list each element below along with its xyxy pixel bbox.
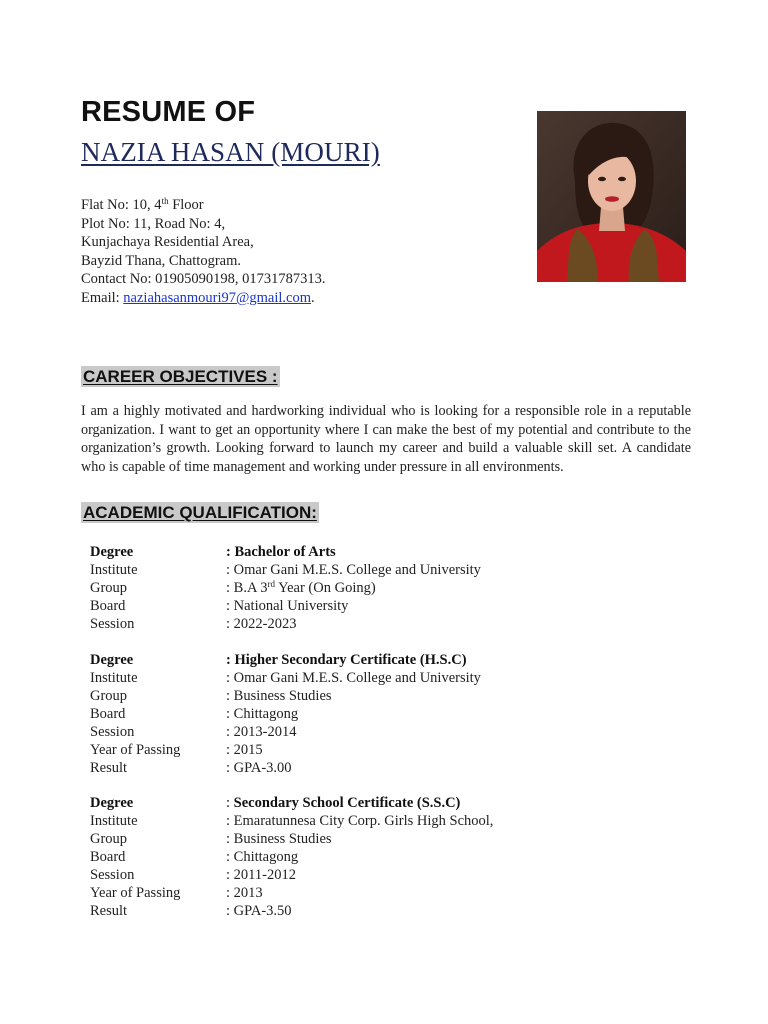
qualification-group-row: Group : Business Studies bbox=[90, 831, 332, 847]
degree-value: : Higher Secondary Certificate (H.S.C) bbox=[226, 652, 467, 668]
profile-photo bbox=[537, 111, 686, 282]
qualification-group-row: Group : B.A 3rd Year (On Going) bbox=[90, 579, 376, 596]
qualification-group-row: Group : Business Studies bbox=[90, 688, 332, 704]
academic-qualification-heading: ACADEMIC QUALIFICATION: bbox=[83, 503, 317, 522]
qualification-bachelor bbox=[90, 543, 650, 633]
qualification-institute-row: Institute : Omar Gani M.E.S. College and University bbox=[90, 670, 481, 686]
qualification-session-row: Session : 2022-2023 bbox=[90, 616, 297, 632]
contact-number: Contact No: 01905090198, 01731787313. bbox=[81, 271, 326, 288]
qualification-degree-row bbox=[90, 543, 650, 561]
qualification-institute-row: Institute : Omar Gani M.E.S. College and University bbox=[90, 562, 481, 578]
qualification-degree-row bbox=[90, 651, 650, 669]
degree-label: Degree bbox=[90, 795, 134, 811]
qualification-institute-row: Institute : Emaratunnesa City Corp. Girls High School, bbox=[90, 813, 494, 829]
address-line-area: Kunjachaya Residential Area, bbox=[81, 234, 254, 251]
qualification-passing-row: Year of Passing : 2013 bbox=[90, 885, 263, 901]
qualification-passing-row: Year of Passing : 2015 bbox=[90, 742, 263, 758]
degree-value: : Secondary School Certificate (S.S.C) bbox=[226, 795, 461, 811]
qualification-degree-row bbox=[90, 794, 650, 812]
qualification-board-row: Board : Chittagong bbox=[90, 849, 299, 865]
qualification-hsc bbox=[90, 651, 650, 777]
qualification-session-row: Session : 2011-2012 bbox=[90, 867, 296, 883]
resume-title: RESUME OF bbox=[81, 96, 256, 128]
qualification-board-row: Board : Chittagong bbox=[90, 706, 299, 722]
qualification-result-row: Result : GPA-3.50 bbox=[90, 903, 292, 919]
qualification-session-row: Session : 2013-2014 bbox=[90, 724, 297, 740]
candidate-name: NAZIA HASAN (MOURI) bbox=[81, 137, 380, 167]
email-line: Email: naziahasanmouri97@gmail.com. bbox=[81, 289, 315, 306]
career-objectives-heading: CAREER OBJECTIVES : bbox=[83, 367, 278, 386]
qualification-result-row: Result : GPA-3.00 bbox=[90, 760, 292, 776]
qualification-ssc bbox=[90, 794, 650, 920]
degree-value: : Bachelor of Arts bbox=[226, 544, 336, 560]
address-line-flat: Flat No: 10, 4th Floor bbox=[81, 196, 204, 213]
email-link[interactable]: naziahasanmouri97@gmail.com bbox=[123, 289, 311, 306]
career-objective-text: I am a highly motivated and hardworking individual who is looking for a responsible role in a reputable organization. I want to get an opportunity where I can make the best of my potential and contribute to the organization’s growth. Looking forward to launch my career and build a valuable skill set. A candidate who is capable of time management and working under pressure in all environments. bbox=[81, 403, 691, 475]
address-line-thana: Bayzid Thana, Chattogram. bbox=[81, 252, 241, 269]
contact-address-block bbox=[81, 196, 325, 308]
degree-label: Degree bbox=[90, 544, 134, 560]
address-line-plot: Plot No: 11, Road No: 4, bbox=[81, 215, 226, 232]
qualification-board-row: Board : National University bbox=[90, 598, 349, 614]
degree-label: Degree bbox=[90, 652, 134, 668]
